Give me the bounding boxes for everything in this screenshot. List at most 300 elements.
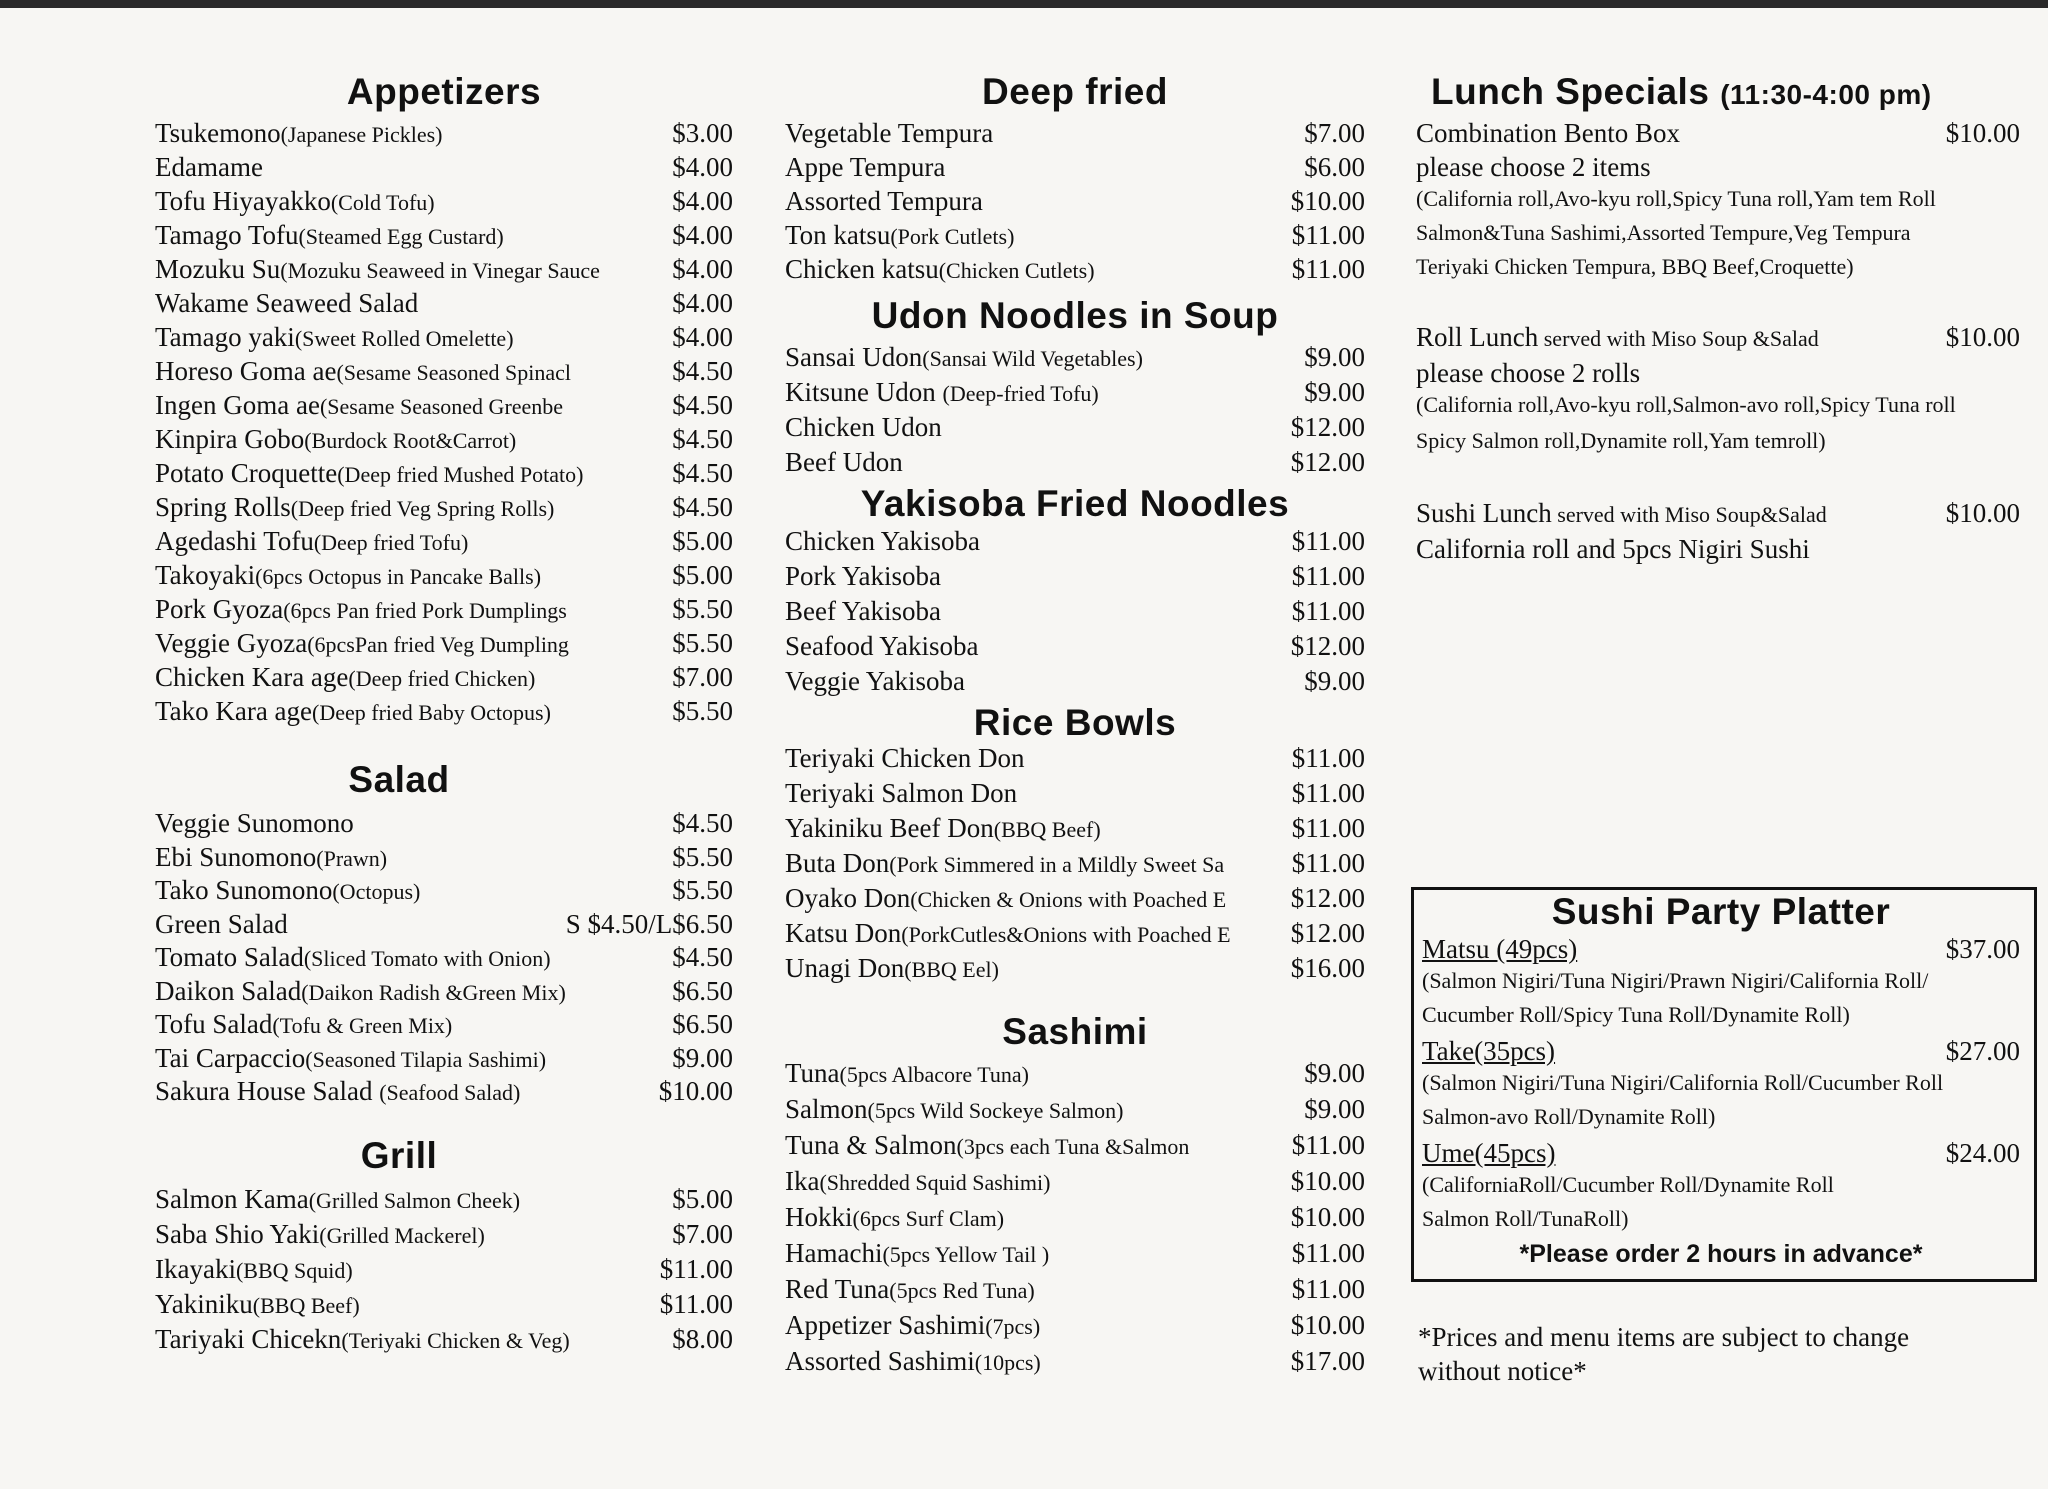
menu-item-description: (PorkCutles&Onions with Poached E — [901, 922, 1231, 947]
menu-item — [785, 254, 1365, 288]
menu-item-name: Wakame Seaweed Salad — [155, 288, 419, 318]
menu-item-description: (5pcs Red Tuna) — [889, 1278, 1035, 1303]
menu-item — [785, 666, 1365, 701]
menu-item-price: $11.00 — [1291, 220, 1365, 250]
menu-item — [785, 848, 1365, 883]
menu-item-description: (Mozuku Seaweed in Vinegar Sauce — [280, 258, 600, 283]
menu-item — [155, 1324, 733, 1359]
menu-item-price: $5.50 — [672, 875, 733, 905]
section-title-rice-bowls: Rice Bowls — [973, 702, 1177, 743]
menu-item-description: (Deep fried Tofu) — [313, 530, 469, 555]
menu-item-description: (Seasoned Tilapia Sashimi) — [305, 1046, 547, 1072]
menu-item-name: Red Tuna — [785, 1274, 890, 1304]
menu-item-description: (Grilled Salmon Cheek) — [308, 1187, 521, 1213]
menu-item-description: (Sweet Rolled Omelette) — [294, 326, 514, 351]
menu-item-text — [155, 842, 664, 873]
menu-item-name: Pork Yakisoba — [785, 561, 942, 591]
menu-item-name: Tariyaki Chicekn — [155, 1323, 342, 1354]
menu-item-name: Appetizer Sashimi — [785, 1310, 986, 1340]
menu-item-name: Ika — [785, 1166, 820, 1196]
menu-item-name: Buta Don — [785, 848, 890, 878]
bento-instructions: please choose 2 items — [1416, 152, 1651, 182]
menu-item-description: (Chicken Cutlets) — [938, 258, 1095, 283]
menu-item-description: (Deep fried Baby Octopus) — [312, 700, 551, 725]
menu-item-text — [785, 631, 1283, 662]
sushi-lunch-price: $10.00 — [1945, 498, 2020, 528]
menu-item-text — [785, 743, 1284, 774]
menu-item-price: $11.00 — [1291, 813, 1365, 843]
menu-item-text — [155, 628, 664, 659]
menu-item — [155, 356, 733, 390]
lunch-title: Lunch Specials — [1431, 71, 1710, 112]
menu-item-text — [155, 1254, 652, 1285]
menu-item-text — [155, 875, 664, 906]
menu-item-description: (Tofu & Green Mix) — [272, 1013, 453, 1038]
menu-item — [155, 942, 733, 976]
menu-item-description: (Octopus) — [332, 879, 421, 904]
menu-item-name: Agedashi Tofu — [155, 526, 314, 556]
menu-item-text — [155, 1009, 664, 1040]
menu-item-text — [155, 909, 558, 940]
menu-item-description: (Prawn) — [316, 845, 388, 871]
menu-item-price: $10.00 — [1290, 1310, 1365, 1340]
menu-item — [155, 696, 733, 730]
party-platter-box — [1411, 887, 2037, 1282]
menu-item-text — [155, 186, 664, 217]
menu-item — [785, 220, 1365, 254]
menu-item — [785, 118, 1365, 152]
menu-item-text — [785, 377, 1296, 408]
menu-item-price: $5.50 — [672, 594, 733, 624]
menu-item — [155, 1009, 733, 1043]
sushi-lunch-served: served with Miso Soup&Salad — [1551, 502, 1827, 527]
menu-item — [785, 1310, 1365, 1346]
menu-item-description: (3pcs each Tuna &Salmon — [956, 1134, 1190, 1159]
menu-item — [155, 526, 733, 560]
menu-item-description: (Deep fried Mushed Potato) — [337, 462, 584, 487]
menu-item-name: Chicken Yakisoba — [785, 526, 980, 556]
menu-item-description: (5pcs Yellow Tail ) — [882, 1242, 1050, 1267]
menu-item-name: Chicken Kara age — [155, 662, 349, 692]
menu-item-name: Ingen Goma ae — [155, 390, 320, 420]
section-title-yakisoba: Yakisoba Fried Noodles — [860, 483, 1290, 524]
menu-item-text — [155, 1184, 664, 1215]
menu-item-price: $11.00 — [1291, 526, 1365, 556]
menu-item-description: (Cold Tofu) — [330, 190, 435, 215]
menu-item-description: (10pcs) — [974, 1350, 1041, 1375]
platter-item-contents: Cucumber Roll/Spicy Tuna Roll/Dynamite Roll) — [1422, 1002, 1850, 1027]
menu-item-text — [785, 596, 1284, 627]
menu-item-text — [785, 1166, 1283, 1197]
menu-item-price: $10.00 — [1290, 1202, 1365, 1232]
menu-item — [155, 1043, 733, 1077]
menu-item-text — [155, 152, 664, 183]
menu-item-text — [785, 561, 1284, 592]
menu-item-text — [155, 1043, 664, 1074]
disclaimer-line: *Prices and menu items are subject to change — [1418, 1322, 1910, 1352]
menu-item-price: $3.00 — [672, 118, 733, 148]
menu-item — [785, 1094, 1365, 1130]
menu-item-name: Teriyaki Salmon Don — [785, 778, 1018, 808]
menu-item — [785, 1346, 1365, 1382]
yakisoba-list — [785, 526, 1365, 701]
menu-item — [785, 342, 1365, 377]
menu-item-price: $11.00 — [1291, 1238, 1365, 1268]
platter-item — [1422, 934, 2020, 1036]
menu-item-name: Appe Tempura — [785, 152, 946, 182]
menu-item-description: (6pcs Surf Clam) — [852, 1206, 1005, 1231]
menu-item-name: Yakiniku Beef Don — [785, 813, 994, 843]
menu-item — [785, 152, 1365, 186]
menu-item-name: Chicken Udon — [785, 412, 942, 442]
menu-item-text — [785, 152, 1296, 183]
menu-item-text — [155, 696, 664, 727]
salad-list — [155, 808, 733, 1110]
menu-item-description: (Shredded Squid Sashimi) — [819, 1170, 1051, 1195]
menu-item-text — [785, 848, 1284, 879]
menu-item-text — [785, 1310, 1283, 1341]
menu-item — [785, 447, 1365, 482]
menu-item-text — [785, 118, 1296, 149]
menu-item-price: $4.00 — [672, 254, 733, 284]
roll-option-line: (California roll,Avo-kyu roll,Salmon-avo roll,Spicy Tuna roll — [1416, 392, 1956, 417]
menu-item-text — [785, 1238, 1284, 1269]
menu-item-price: $7.00 — [672, 1218, 733, 1249]
menu-column-middle — [785, 70, 1365, 1382]
menu-item-description: (Teriyaki Chicken & Veg) — [341, 1327, 570, 1353]
menu-item-text — [785, 666, 1296, 697]
menu-item — [155, 875, 733, 909]
menu-item-price: $7.00 — [1304, 118, 1365, 148]
menu-item-price: $5.50 — [672, 841, 733, 872]
menu-item — [785, 1274, 1365, 1310]
menu-item-description: (Seafood Salad) — [379, 1080, 521, 1105]
menu-item-text — [785, 778, 1284, 809]
menu-item-description: (BBQ Squid) — [235, 1257, 353, 1283]
lunch-hours: (11:30-4:00 pm) — [1720, 79, 1932, 110]
menu-item-price: $5.00 — [672, 526, 733, 556]
menu-item-price: S $4.50/L$6.50 — [565, 908, 733, 939]
menu-item — [155, 976, 733, 1010]
menu-item-description: (Pork Simmered in a Mildly Sweet Sa — [889, 852, 1225, 877]
platter-item-contents: Salmon-avo Roll/Dynamite Roll) — [1422, 1104, 1716, 1129]
grill-list — [155, 1184, 733, 1359]
menu-item-price: $4.50 — [672, 808, 733, 838]
menu-item-name: Tako Kara age — [155, 696, 313, 726]
menu-item-name: Yakiniku — [155, 1288, 253, 1319]
menu-item-description: (Deep-fried Tofu) — [942, 381, 1099, 406]
menu-item-price: $16.00 — [1290, 953, 1365, 983]
menu-item-price: $4.50 — [672, 942, 733, 972]
menu-item-name: Tamago Tofu — [155, 220, 299, 250]
menu-item-text — [785, 220, 1284, 251]
roll-lunch-name: Roll Lunch — [1416, 322, 1539, 352]
menu-item — [155, 1219, 733, 1254]
menu-item-description: (Sansai Wild Vegetables) — [922, 346, 1143, 371]
menu-item-price: $4.50 — [672, 390, 733, 420]
menu-item-name: Kitsune Udon — [785, 377, 943, 407]
bento-name: Combination Bento Box — [1416, 118, 1681, 148]
menu-item — [785, 778, 1365, 813]
roll-lunch-price: $10.00 — [1945, 322, 2020, 352]
menu-item-description: (BBQ Eel) — [904, 957, 999, 982]
menu-item-price: $4.50 — [672, 492, 733, 522]
menu-item — [155, 1289, 733, 1324]
menu-item-description: (Sesame Seasoned Spinacl — [336, 360, 572, 385]
menu-item-name: Tofu Salad — [155, 1009, 273, 1039]
menu-item-text — [155, 288, 664, 319]
menu-item-price: $11.00 — [1291, 254, 1365, 284]
menu-item — [155, 842, 733, 876]
menu-item — [785, 1238, 1365, 1274]
menu-item-name: Tsukemono — [155, 118, 281, 148]
section-title-grill: Grill — [360, 1134, 438, 1176]
menu-item-text — [155, 808, 664, 839]
menu-item-text — [155, 976, 664, 1007]
menu-item — [155, 808, 733, 842]
menu-item-description: (5pcs Wild Sockeye Salmon) — [867, 1098, 1124, 1123]
menu-item-price: $10.00 — [1290, 186, 1365, 216]
menu-item-price: $4.00 — [672, 152, 733, 182]
menu-item-text — [785, 1058, 1296, 1089]
menu-item-price: $5.00 — [672, 1183, 733, 1214]
menu-item-price: $9.00 — [1304, 377, 1365, 407]
menu-item-price: $8.00 — [672, 1323, 733, 1354]
menu-item-description: (6pcs Pan fried Pork Dumplings — [283, 598, 567, 623]
menu-item — [155, 322, 733, 356]
menu-item-price: $11.00 — [659, 1288, 733, 1319]
menu-item-name: Assorted Sashimi — [785, 1346, 975, 1376]
menu-item-price: $6.50 — [672, 1009, 733, 1039]
menu-item-price: $9.00 — [672, 1042, 733, 1073]
menu-item-price: $4.50 — [672, 356, 733, 386]
menu-item — [155, 118, 733, 152]
menu-item-name: Veggie Yakisoba — [785, 666, 965, 696]
section-title-sashimi: Sashimi — [1002, 1011, 1148, 1052]
menu-item-text — [785, 1130, 1284, 1161]
menu-item-name: Tai Carpaccio — [155, 1042, 306, 1073]
menu-item-name: Potato Croquette — [155, 458, 338, 488]
menu-item-price: $10.00 — [1290, 1166, 1365, 1196]
menu-item-name: Kinpira Gobo — [155, 424, 305, 454]
menu-item-text — [155, 390, 664, 421]
appetizers-list — [155, 118, 733, 730]
menu-item-price: $6.00 — [1304, 152, 1365, 182]
menu-item-text — [155, 492, 664, 523]
platter-item-contents: (Salmon Nigiri/Tuna Nigiri/California Roll/Cucumber Roll — [1422, 1070, 1944, 1095]
platter-list — [1422, 934, 2020, 1240]
platter-advance-note: *Please order 2 hours in advance* — [1519, 1240, 1923, 1268]
menu-item-name: Assorted Tempura — [785, 186, 983, 216]
menu-item-name: Takoyaki — [155, 560, 256, 590]
menu-item-name: Hamachi — [785, 1238, 883, 1268]
menu-item — [785, 883, 1365, 918]
menu-item-description: (5pcs Albacore Tuna) — [839, 1062, 1029, 1087]
menu-item-price: $4.00 — [672, 322, 733, 352]
menu-item-price: $9.00 — [1304, 666, 1365, 696]
bento-option-line: Teriyaki Chicken Tempura, BBQ Beef,Croquette) — [1416, 254, 1854, 279]
platter-item-name: Ume(45pcs) — [1422, 1138, 1556, 1168]
menu-item-text — [155, 1289, 652, 1320]
scan-top-edge — [0, 0, 2048, 8]
menu-item — [155, 458, 733, 492]
menu-item-text — [155, 458, 664, 489]
menu-item-name: Katsu Don — [785, 918, 902, 948]
platter-item-contents: (Salmon Nigiri/Tuna Nigiri/Prawn Nigiri/California Roll/ — [1422, 968, 1929, 993]
menu-item-name: Hokki — [785, 1202, 853, 1232]
platter-item — [1422, 1138, 2020, 1240]
menu-item-name: Veggie Gyoza — [155, 628, 308, 658]
menu-item-name: Daikon Salad — [155, 975, 302, 1006]
menu-item-price: $10.00 — [658, 1076, 733, 1106]
menu-item-price: $4.00 — [672, 288, 733, 318]
menu-item-name: Oyako Don — [785, 883, 911, 913]
menu-item-text — [785, 254, 1284, 285]
rice-bowls-list — [785, 743, 1365, 988]
menu-item-text — [155, 560, 664, 591]
menu-column-right — [1416, 70, 2020, 568]
menu-item-description: (Sliced Tomato with Onion) — [303, 946, 551, 971]
menu-item-price: $5.00 — [672, 560, 733, 590]
menu-item-name: Sakura House Salad — [155, 1076, 380, 1106]
menu-item — [785, 1202, 1365, 1238]
roll-option-line: Spicy Salmon roll,Dynamite roll,Yam temroll) — [1416, 428, 1826, 453]
menu-item-price: $5.50 — [672, 696, 733, 726]
menu-item-price: $4.50 — [672, 458, 733, 488]
menu-item-text — [785, 342, 1296, 373]
menu-item-price: $12.00 — [1290, 412, 1365, 442]
roll-lunch-served: served with Miso Soup &Salad — [1538, 326, 1819, 351]
menu-item — [785, 813, 1365, 848]
menu-item — [155, 1254, 733, 1289]
menu-item-description: (BBQ Beef) — [993, 817, 1101, 842]
menu-item-name: Beef Yakisoba — [785, 596, 941, 626]
menu-item-description: (Burdock Root&Carrot) — [304, 428, 517, 453]
menu-item-name: Tako Sunomono — [155, 875, 333, 905]
menu-item — [785, 596, 1365, 631]
menu-item-price: $4.00 — [672, 220, 733, 250]
deep-fried-list — [785, 118, 1365, 288]
menu-item-name: Saba Shio Yaki — [155, 1218, 320, 1249]
menu-item-price: $11.00 — [1291, 1274, 1365, 1304]
menu-item-name: Teriyaki Chicken Don — [785, 743, 1025, 773]
menu-item-name: Ton katsu — [785, 220, 891, 250]
menu-item — [785, 743, 1365, 778]
menu-item-description: (Grilled Mackerel) — [319, 1222, 485, 1248]
menu-item-price: $12.00 — [1290, 631, 1365, 661]
menu-item-text — [785, 447, 1283, 478]
menu-item — [785, 631, 1365, 666]
menu-item-text — [155, 356, 664, 387]
menu-item-price: $9.00 — [1304, 1058, 1365, 1088]
menu-item-description: (7pcs) — [985, 1314, 1041, 1339]
menu-item-name: Tofu Hiyayakko — [155, 186, 331, 216]
menu-item-name: Veggie Sunomono — [155, 808, 354, 838]
menu-item-description: (Pork Cutlets) — [890, 224, 1015, 249]
menu-item — [785, 561, 1365, 596]
menu-item-price: $9.00 — [1304, 1094, 1365, 1124]
menu-item-text — [785, 918, 1283, 949]
menu-item — [155, 909, 733, 943]
menu-item — [785, 953, 1365, 988]
menu-item-name: Green Salad — [155, 908, 288, 939]
menu-item — [785, 186, 1365, 220]
menu-item-name: Tuna & Salmon — [785, 1130, 957, 1160]
menu-item-text — [785, 1202, 1283, 1233]
menu-item-text — [785, 813, 1284, 844]
menu-item-description: (Daikon Radish &Green Mix) — [301, 979, 566, 1005]
menu-item-text — [155, 1076, 651, 1107]
menu-item-name: Salmon Kama — [155, 1183, 309, 1214]
menu-item — [785, 1058, 1365, 1094]
bento-option-line: (California roll,Avo-kyu roll,Spicy Tuna roll,Yam tem Roll — [1416, 186, 1936, 211]
platter-item-price: $37.00 — [1945, 934, 2020, 964]
bento-price: $10.00 — [1945, 118, 2020, 148]
section-title-party-platter: Sushi Party Platter — [1551, 891, 1891, 932]
menu-item-name: Tamago yaki — [155, 322, 295, 352]
menu-item-price: $5.50 — [672, 628, 733, 658]
menu-item-name: Mozuku Su — [155, 254, 281, 284]
menu-item-name: Beef Udon — [785, 447, 903, 477]
roll-lunch-instructions: please choose 2 rolls — [1416, 358, 1641, 388]
menu-item-text — [155, 942, 664, 973]
menu-item-name: Salmon — [785, 1094, 868, 1124]
menu-item-text — [155, 424, 664, 455]
menu-item-description: (Steamed Egg Custard) — [298, 224, 504, 249]
menu-item-name: Vegetable Tempura — [785, 118, 994, 148]
menu-item-text — [785, 1094, 1296, 1125]
menu-item-price: $11.00 — [1291, 1130, 1365, 1160]
menu-item-price: $9.00 — [1304, 342, 1365, 372]
menu-item-price: $12.00 — [1290, 918, 1365, 948]
lunch-sushi — [1416, 498, 2020, 568]
menu-item-name: Spring Rolls — [155, 492, 291, 522]
menu-item — [785, 412, 1365, 447]
lunch-roll — [1416, 322, 2020, 462]
udon-list — [785, 342, 1365, 482]
menu-item-description: (BBQ Beef) — [252, 1292, 360, 1318]
section-title-lunch-specials — [1431, 70, 2020, 118]
menu-item-text — [155, 118, 664, 149]
menu-item-name: Tuna — [785, 1058, 840, 1088]
menu-item-price: $11.00 — [1291, 848, 1365, 878]
disclaimer-line: without notice* — [1418, 1356, 1587, 1386]
menu-item-price: $11.00 — [1291, 596, 1365, 626]
menu-item-text — [785, 412, 1283, 443]
menu-item-name: Seafood Yakisoba — [785, 631, 979, 661]
menu-column-left — [155, 70, 733, 1359]
menu-item-text — [155, 526, 664, 557]
menu-item-price: $4.00 — [672, 186, 733, 216]
menu-item — [155, 560, 733, 594]
sushi-lunch-name: Sushi Lunch — [1416, 498, 1552, 528]
menu-item-text — [785, 1346, 1283, 1377]
menu-item-text — [155, 254, 664, 285]
price-disclaimer — [1418, 1322, 1909, 1390]
menu-item — [155, 186, 733, 220]
platter-item-contents: Salmon Roll/TunaRoll) — [1422, 1206, 1629, 1231]
menu-item-name: Chicken katsu — [785, 254, 939, 284]
menu-item — [785, 918, 1365, 953]
menu-item-text — [785, 186, 1283, 217]
menu-item — [155, 390, 733, 424]
menu-item-text — [785, 883, 1283, 914]
menu-item-description: (Deep fried Veg Spring Rolls) — [290, 496, 555, 521]
menu-item — [785, 1166, 1365, 1202]
section-title-appetizers: Appetizers — [346, 71, 542, 112]
menu-item — [155, 1184, 733, 1219]
menu-item-name: Pork Gyoza — [155, 594, 284, 624]
